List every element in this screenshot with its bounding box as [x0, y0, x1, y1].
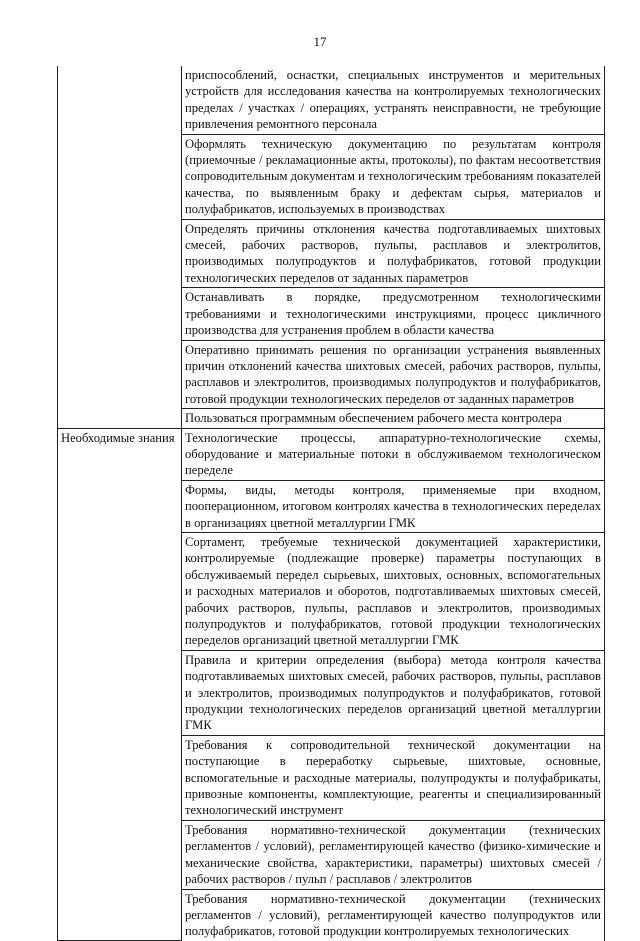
knowledge-item: Требования к сопроводительной технической документации на поступающие в переработку сырьевые, шихтовые, основные, вспомогательные и расходные материалы, полупродукты и полуфабрикаты, привозные компоненты, комплектующие, реагенты и специализированный технологический инструмент: [182, 735, 605, 820]
knowledge-item: Технологические процессы, аппаратурно-технологические схемы, оборудование и материальные потоки в обслуживаемом технологическом переделе: [182, 428, 605, 480]
knowledge-item: Формы, виды, методы контроля, применяемые при входном, пооперационном, итоговом контролях качества в технологических переделах в организациях цветной металлургии ГМК: [182, 480, 605, 532]
skill-item: Останавливать в порядке, предусмотренном технологическими требованиями и технологическими инструкциями, процесс цикличного производства для устранения проблем в области качества: [182, 288, 605, 340]
knowledge-item: Сортамент, требуемые технической документацией характеристики, контролируемые (подлежащие проверке) параметры поступающих в обслуживаемый передел сырьевых, шихтовых, основных, вспомогательных и расходных материалов и оборотов, подготавливаемых шихтовых смесей, рабочих растворов, пульпы, расплавов и электролитов, производимых полупродуктов и полуфабрикатов, готовой продукции технологических переделов организаций цветной металлургии ГМК: [182, 532, 605, 650]
knowledge-item: Требования нормативно-технической документации (технических регламентов / условий), регламентирующей качество (физико-химические и механические свойства, характеристики, параметры) шихтовых смесей / рабочих растворов / пульп / расплавов / электролитов: [182, 820, 605, 889]
page-number: 17: [313, 34, 327, 49]
skill-item: Пользоваться программным обеспечением рабочего места контролера: [182, 409, 605, 428]
knowledge-item: Правила и критерии определения (выбора) метода контроля качества подготавливаемых шихтовых смесей, рабочих растворов, пульпы, расплавов и электролитов, производимых полупродуктов и полуфабрикатов, готовой продукции технологических переделов организаций цветной металлургии ГМК: [182, 650, 605, 735]
skills-label-cell: [58, 66, 182, 428]
skill-item: Оформлять техническую документацию по результатам контроля (приемочные / рекламационные акты, протоколы), по фактам несоответствия сопроводительным документам и технологическим требованиям показателей качества, по выявленным браку и дефектам сырья, материалов и полуфабрикатов, используемых в производствах: [182, 134, 605, 219]
knowledge-label: Необходимые знания: [58, 428, 182, 941]
skill-item: приспособлений, оснастки, специальных инструментов и мерительных устройств для исследования качества на контролируемых технологических пределах / участках / операциях, устранять неисправности, не требующие привлечения ремонтного персонала: [182, 66, 605, 134]
knowledge-item: Требования нормативно-технической документации (технических регламентов / условий), регламентирующей качество полупродуктов или полуфабрикатов, готовой продукции контролируемых технологических: [182, 889, 605, 941]
table-row: [58, 66, 605, 134]
skill-item: Оперативно принимать решения по организации устранения выявленных причин отклонений качества шихтовых смесей, рабочих растворов, пульпы, расплавов и электролитов, производимых полупродуктов и полуфабрикатов, готовой продукции технологических переделов от заданных параметров: [182, 340, 605, 409]
competency-table: [57, 66, 605, 941]
table-row: [58, 428, 605, 480]
skill-item: Определять причины отклонения качества подготавливаемых шихтовых смесей, рабочих растворов, пульпы, расплавов и электролитов, производимых полупродуктов и полуфабрикатов, готовой продукции технологических переделов от заданных параметров: [182, 219, 605, 288]
